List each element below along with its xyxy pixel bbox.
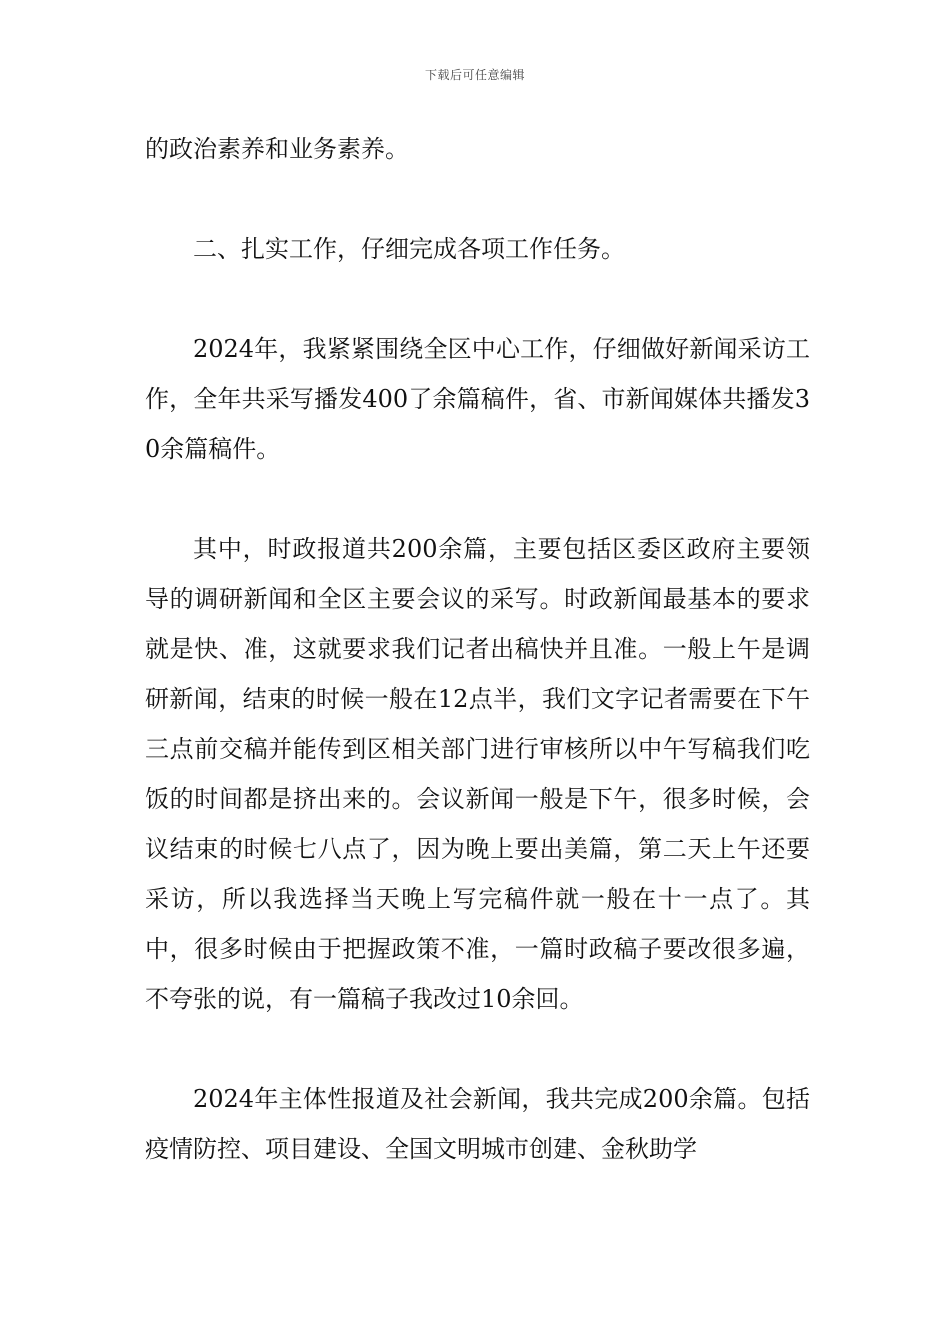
paragraph-5: 2024年主体性报道及社会新闻，我共完成200余篇。包括疫情防控、项目建设、全国文明城市创建、金秋助学 (145, 1085, 810, 1163)
paragraph-4: 其中，时政报道共200余篇，主要包括区委区政府主要领导的调研新闻和全区主要会议的采写。时政新闻最基本的要求就是快、准，这就要求我们记者出稿快并且准。一般上午是调研新闻，结束的时候一般在12点半，我们文字记者需要在下午三点前交稿并能传到区相关部门进行审核所以中午写稿我们吃饭的时间都是挤出来的。会议新闻一般是下午，很多时候，会议结束的时候七八点了，因为晚上要出美篇，第二天上午还要采访，所以我选择当天晚上写完稿件就一般在十一点了。其中，很多时候由于把握政策不准，一篇时政稿子要改很多遍，不夸张的说，有一篇稿子我改过10余回。 (145, 535, 810, 1013)
paragraph-gap (145, 174, 810, 224)
header-note: 下载后可任意编辑 (424, 68, 525, 82)
paragraph-1: 的政治素养和业务素养。 (145, 135, 409, 163)
paragraph-3: 2024年，我紧紧围绕全区中心工作，仔细做好新闻采访工作，全年共采写播发400了余篇稿件，省、市新闻媒体共播发30余篇稿件。 (145, 335, 810, 463)
section-heading: 二、扎实工作，仔细完成各项工作任务。 (193, 235, 625, 263)
document-body (145, 124, 810, 1174)
paragraph-gap (145, 474, 810, 524)
paragraph-gap (145, 274, 810, 324)
paragraph-gap (145, 1024, 810, 1074)
